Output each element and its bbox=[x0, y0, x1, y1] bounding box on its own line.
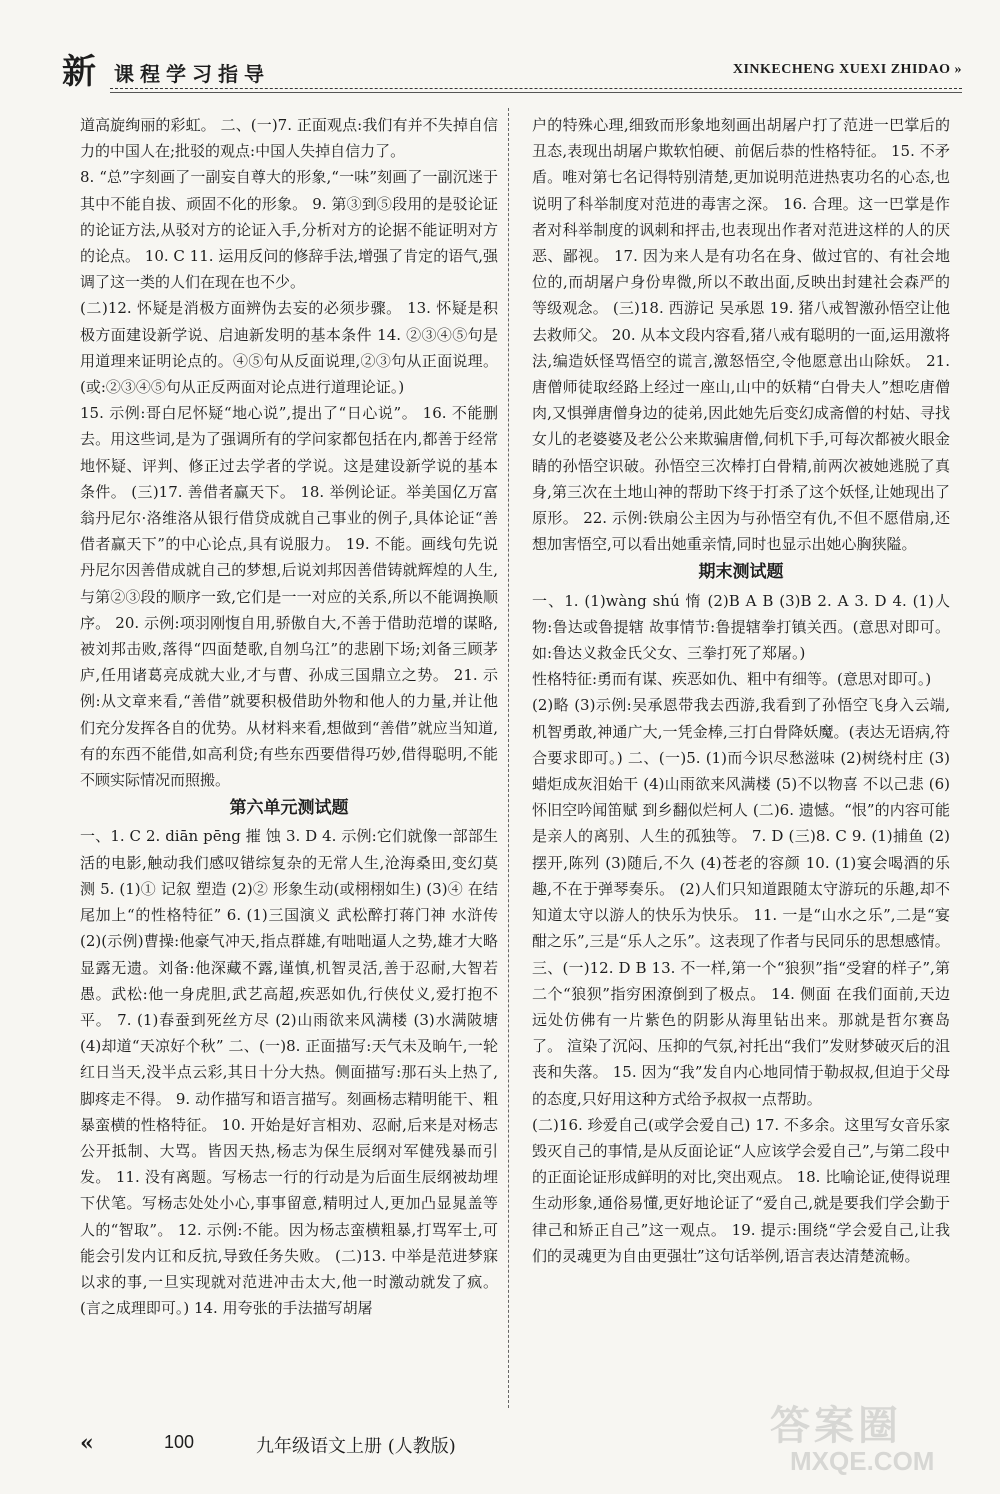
header-pinyin: XINKECHENG XUEXI ZHIDAO » bbox=[732, 62, 962, 77]
watermark-text: 答案圈 bbox=[770, 1402, 902, 1449]
section-title-final-exam: 期末测试题 bbox=[698, 562, 784, 583]
answer-paragraph: 一、1. C 2. diān pēng 摧 蚀 3. D 4. 示例:它们就像一部部生活的电影,触动我们感叹错综复杂的无常人生,沧海桑田,变幻莫测 5. (1)① 记叙 塑造 (2)② 形象生动(或栩栩如生) (3)④ 在结尾加上“的性格特征” 6. (1)三国演义 武松醉打蒋门神 水浒传 (2)(示例)曹操:他豪气冲天,指点群雄,有咄咄逼人之势,雄才大略显露无遗。刘备:他深藏不露,谨慎,机智灵活,善于忍耐,大智若愚。武松:他一身虎胆,武艺高超,疾恶如仇,行侠仗义,爱打抱不平。 7. (1)春蚕到死丝方尽 (2)山雨欲来风满楼 (3)水满陂塘 (4)却道“天凉好个秋” 二、(一)8. 正面描写:天气未及晌午,一轮红日当天,没半点云彩,其日十分大热。侧面描写:那石头上热了,脚疼走不得。 9. 动作描写和语言描写。刻画杨志精明能干、粗暴蛮横的性格特征。 10. 开始是好言相劝、忍耐,后来是对杨志公开抵制、大骂。皆因天热,杨志为保生辰纲对军健残暴而引发。 11. 没有离题。写杨志一行的行动是为后面生辰纲被劫埋下伏笔。写杨志处处小心,事事留意,精明过人,更加凸显晁盖等人的“智取”。 12. 示例:不能。因为杨志蛮横粗暴,打骂军士,可能会引发内讧和反抗,导致任务失败。 (二)13. 中举是范进梦寐以求的事,一旦实现就对范进冲击太大,他一时激动就发了疯。(言之成理即可。) 14. 用夸张的手法描写胡屠 bbox=[80, 827, 498, 1318]
header-rule bbox=[110, 88, 962, 89]
answer-paragraph: 道高旋绚丽的彩虹。 二、(一)7. 正面观点:我们有并不失掉自信力的中国人在;批驳的观点:中国人失掉自信力了。 bbox=[80, 116, 498, 161]
answer-paragraph: (2)略 (3)示例:吴承恩带我去西游,我看到了孙悟空飞身入云端,机智勇敢,神通广大,一凭金棒,三打白骨降妖魔。(表达无语病,符合要求即可。) 二、(一)5. (1)而今识尽愁滋味 (2)树绕村庄 (3)蜡炬成灰泪始干 (4)山雨欲来风满楼 (5)不以物喜 不以己悲 (6)怀旧空吟闻笛赋 到乡翻似烂柯人 (二)6. 遗憾。“恨”的内容可能是亲人的离别、人生的孤独等。 7. D (三)8. C 9. (1)捕鱼 (2)摆开,陈列 (3)随后,不久 (4)苍老的容颜 10. (1)宴会喝酒的乐趣,不在于弹琴奏乐。 (2)人们只知道跟随太守游玩的乐趣,却不知道太守以游人的快乐为快乐。 11. 一是“山水之乐”,二是“宴酣之乐”,三是“乐人之乐”。这表现了作者与民同乐的思想感情。 bbox=[532, 696, 950, 951]
answer-paragraph: (二)12. 怀疑是消极方面辨伪去妄的必须步骤。 13. 怀疑是积极方面建设新学说、启迪新发明的基本条件 14. ②③④⑤句是用道理来证明论点的。④⑤句从反面说理,②③句从正面说理。(或:②③④⑤句从正反两面对论点进行道理论证。) bbox=[80, 299, 498, 397]
answer-paragraph: 户的特殊心理,细致而形象地刻画出胡屠户打了范进一巴掌后的丑态,表现出胡屠户欺软怕硬、前倨后恭的性格特征。 15. 不矛盾。唯对第七名记得特别清楚,更加说明范进热衷功名的心态,也说明了科举制度对范进的毒害之深。 16. 合理。这一巴掌是作者对科举制度的讽刺和抨击,也表现出作者对范进这样的人的厌恶、鄙视。 17. 因为来人是有功名在身、做过官的、有社会地位的,而胡屠户身份卑微,所以不敢出面,反映出封建社会森严的等级观念。 (三)18. 西游记 吴承恩 19. 猪八戒智激孙悟空让他去救师父。 20. 从本文段内容看,猪八戒有聪明的一面,运用激将法,编造妖怪骂悟空的谎言,激怒悟空,令他愿意出山除妖。 21. 唐僧师徒取经路上经过一座山,山中的妖精“白骨夫人”想吃唐僧肉,又惧弹唐僧身边的徒弟,因此她先后变幻成斋僧的村姑、寻找女儿的老婆婆及老公公来欺骗唐僧,伺机下手,可每次都被火眼金睛的孙悟空识破。孙悟空三次棒打白骨精,前两次被她逃脱了真身,第三次在土地山神的帮助下终于打杀了这个妖怪,让她现出了原形。 22. 示例:铁扇公主因为与孙悟空有仇,不但不愿借扇,还想加害悟空,可以看出她重亲情,同时也显示出她心胸狭隘。 bbox=[532, 116, 950, 554]
answer-paragraph: 15. 示例:哥白尼怀疑“地心说”,提出了“日心说”。 16. 不能删去。用这些词,是为了强调所有的学问家都包括在内,都善于经常地怀疑、评判、修正过去学者的学说。这是建设新学说的基本条件。 (三)17. 善借者赢天下。 18. 举例论证。举美国亿万富翁丹尼尔·洛维洛从银行借贷成就自己事业的例子,具体论证“善借者赢天下”的中心论点,具有说服力。 19. 不能。画线句先说丹尼尔因善借成就自己的梦想,后说刘邦因善借铸就辉煌的人生,与第②③段的顺序一致,它们是一一对应的关系,所以不能调换顺序。 20. 示例:项羽刚愎自用,骄傲自大,不善于借助范增的谋略,被刘邦击败,落得“四面楚歌,自刎乌江”的悲剧下场;刘备三顾茅庐,任用诸葛亮成就大业,才与曹、孙成三国鼎立之势。 21. 示例:从文章来看,“善借”就要积极借助外物和他人的力量,并让他们充分发挥各自的优势。从材料来看,想做到“善借”就应当知道,有的东西不能借,如高利贷;有些东西要借得巧妙,借得聪明,不能不顾实际情况而照搬。 bbox=[80, 404, 498, 790]
answer-paragraph: 三、(一)12. D B 13. 不一样,第一个“狼狈”指“受窘的样子”,第二个“狼狈”指穷困潦倒到了极点。 14. 侧面 在我们面前,天边远处仿佛有一片紫色的阴影从海里钻出来。那就是哲尔赛岛了。 渲染了沉闷、压抑的气氛,衬托出“我们”发财梦破灭后的沮丧和失落。 15. 因为“我”发自内心地同情于勒叔叔,但迫于父母的态度,只好用这种方式给予叔叔一点帮助。 bbox=[532, 958, 950, 1108]
answer-paragraph: 一、1. (1)wàng shú 惰 (2)B A B (3)B 2. A 3. D 4. (1)人物:鲁达或鲁提辖 故事情节:鲁提辖拳打镇关西。(意思对即可。如:鲁达义救金氏父女、三拳打死了郑屠。) bbox=[532, 591, 950, 663]
watermark bbox=[770, 1394, 950, 1484]
page-number: 100 bbox=[164, 1432, 195, 1452]
answer-paragraph: (二)16. 珍爱自己(或学会爱自己) 17. 不多余。这里写女音乐家毁灭自己的事情,是从反面论证“人应该学会爱自己”,与第二段中的正面论证形成鲜明的对比,突出观点。 18. 比喻论证,使得说理生动形象,通俗易懂,更好地论证了“爱自己,就是要我们学会勤于律己和矫正自己”这一观点。 19. 提示:围绕“学会爱自己,让我们的灵魂更为自由更强壮”这句话举例,语言表达清楚流畅。 bbox=[532, 1115, 950, 1265]
book-title: 九年级语文上册 (人教版) bbox=[256, 1436, 456, 1457]
watermark-url: MXQE.COM bbox=[790, 1446, 935, 1476]
left-column bbox=[80, 112, 498, 1321]
right-column bbox=[532, 112, 950, 1269]
answer-paragraph: 性格特征:勇而有谋、疾恶如仇、粗中有细等。(意思对即可。) bbox=[532, 670, 932, 689]
answer-paragraph: 8. “总”字刻画了一副妄自尊大的形象,“一味”刻画了一副沉迷于其中不能自拔、顽固不化的形象。 9. 第③到⑤段用的是驳论证的论证方法,从驳对方的论证入手,分析对方的论据不能证明对方的论点。 10. C 11. 运用反问的修辞手法,增强了肯定的语气,强调了这一类的人们在现在也不少。 bbox=[80, 168, 498, 292]
header-rule-solid bbox=[110, 92, 962, 93]
page-header bbox=[62, 52, 962, 92]
header-title: 课程学习指导 bbox=[114, 62, 270, 86]
header-logo: 新 bbox=[62, 52, 96, 92]
column-divider bbox=[508, 108, 509, 1408]
chevron-right-icon: » bbox=[950, 62, 962, 77]
chevron-left-icon: « bbox=[80, 1430, 94, 1456]
section-title-unit-six: 第六单元测试题 bbox=[229, 798, 349, 819]
